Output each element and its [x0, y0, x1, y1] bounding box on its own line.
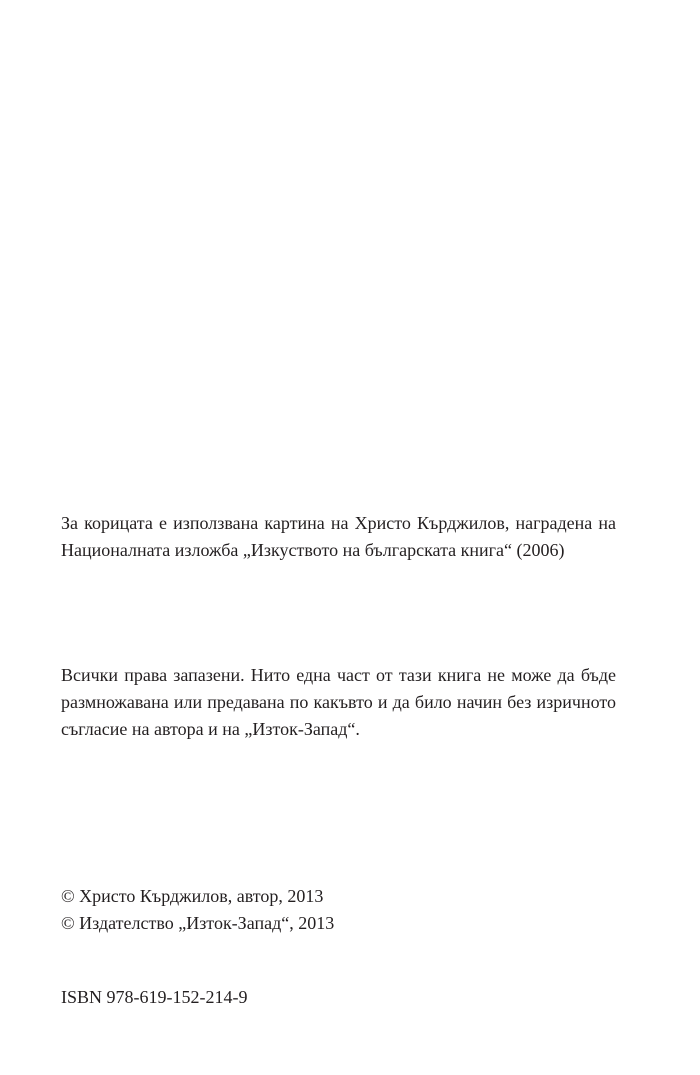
rights-reserved-notice	[61, 662, 616, 743]
isbn-text: ISBN 978-619-152-214-9	[61, 987, 248, 1007]
copyright-publisher-line: © Издателство „Изток-Запад“, 2013	[61, 913, 335, 933]
cover-illustration-note-text: За корицата е използвана картина на Христо Кърджилов, наградена на Националната изложба „Изкуството на българската книга“ (2006)	[61, 513, 616, 560]
copyright-notices	[61, 883, 616, 937]
cover-illustration-note	[61, 510, 616, 564]
isbn-line	[61, 984, 616, 1011]
rights-reserved-text: Всички права запазени. Нито една част от тази книга не може да бъде размножавана или предавана по какъвто и да било начин без изричното съгласие на автора и на „Изток-Запад“.	[61, 665, 616, 739]
copyright-author-line: © Христо Кърджилов, автор, 2013	[61, 886, 324, 906]
